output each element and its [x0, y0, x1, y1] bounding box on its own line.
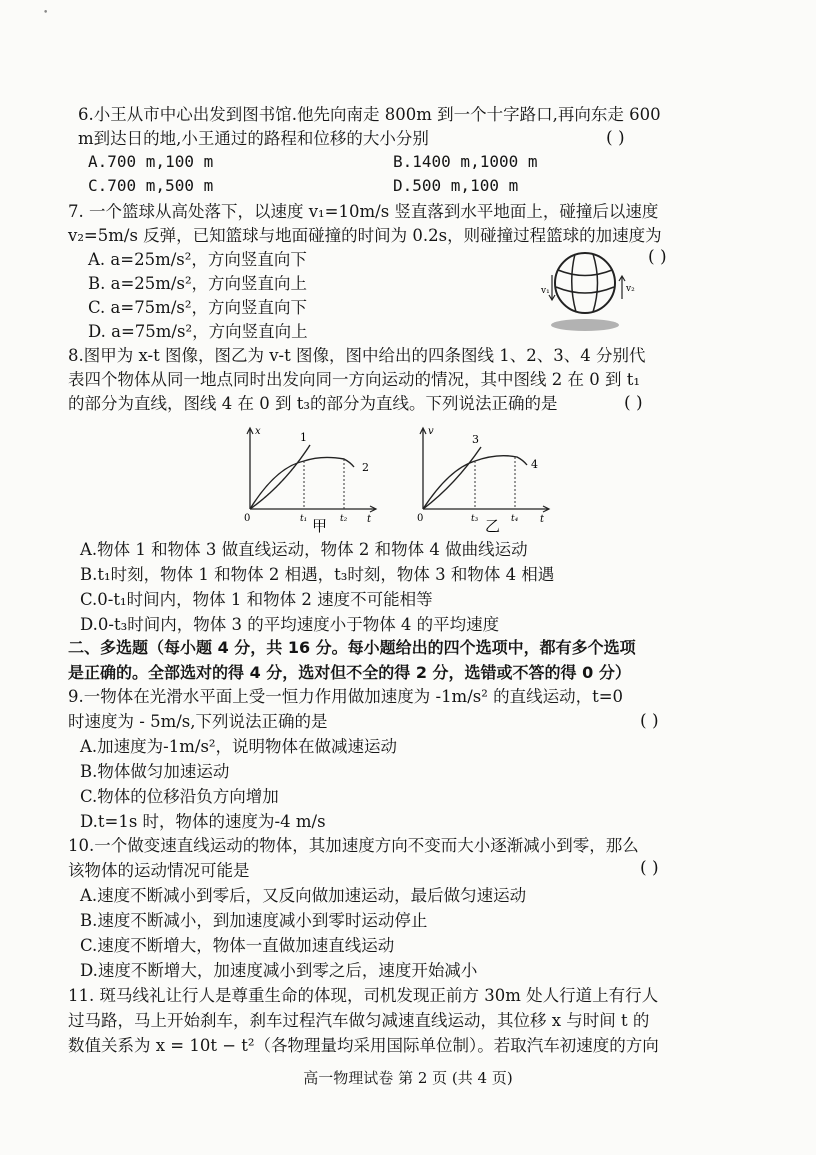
graph-jia-xt: [236, 423, 386, 535]
origin-label: 0: [244, 513, 251, 524]
t2-label: t₂: [340, 514, 348, 524]
q9-stem-line1: 9.一物体在光滑水平面上受一恒力作用做加速度为 -1m/s² 的直线运动，t=0: [68, 687, 624, 706]
q6-option-c: C.700 m,500 m: [88, 176, 214, 195]
q10-stem-line2: 该物体的运动情况可能是: [68, 861, 250, 880]
q8-answer-blank: ( ): [624, 393, 643, 413]
q10-option-b: B.速度不断减小，到加速度减小到零时运动停止: [80, 911, 428, 930]
v1-label: v₁: [541, 286, 550, 296]
q9-stem-line2: 时速度为 - 5m/s,下列说法正确的是: [68, 712, 328, 731]
q6-option-a: A.700 m,100 m: [88, 152, 214, 171]
q11-stem-line2: 过马路，马上开始刹车，刹车过程汽车做匀减速直线运动，其位移 x 与时间 t 的: [68, 1011, 650, 1030]
q9-option-b: B.物体做匀加速运动: [80, 762, 230, 781]
x-axis-label: t: [367, 514, 372, 525]
q7-answer-blank: ( ): [648, 247, 667, 267]
origin-label: 0: [417, 513, 424, 524]
t3-label: t₃: [471, 514, 479, 524]
q7-option-a: A. a=25m/s²，方向竖直向下: [88, 250, 307, 269]
graph-yi-caption: 乙: [485, 517, 501, 535]
q10-answer-blank: ( ): [640, 858, 659, 878]
curve-2-label: 2: [362, 461, 369, 474]
q8-stem-line2: 表四个物体从同一地点同时出发向同一方向运动的情况，其中图线 2 在 0 到 t₁: [68, 370, 640, 389]
q8-option-b: B.t₁时刻，物体 1 和物体 2 相遇，t₃时刻，物体 3 和物体 4 相遇: [80, 565, 555, 584]
q6-stem-line1: 6.小王从市中心出发到图书馆.他先向南走 800m 到一个十字路口,再向东走 600: [78, 105, 661, 124]
q8-stem-line3: 的部分为直线，图线 4 在 0 到 t₃的部分为直线。下列说法正确的是: [68, 394, 558, 413]
q11-stem-line3: 数值关系为 x = 10t − t²（各物理量均采用国际单位制）。若取汽车初速度的方向: [68, 1036, 659, 1055]
v2-label: v₂: [626, 284, 635, 294]
t4-label: t₄: [511, 514, 519, 524]
t1-label: t₁: [300, 514, 308, 524]
q8-option-d: D.0-t₃时间内，物体 3 的平均速度小于物体 4 的平均速度: [80, 615, 500, 634]
q7-option-d: D. a=75m/s²，方向竖直向上: [88, 322, 308, 341]
q9-option-d: D.t=1s 时，物体的速度为-4 m/s: [80, 812, 326, 831]
q10-option-d: D.速度不断增大，加速度减小到零之后，速度开始减小: [80, 961, 478, 980]
page-footer: 高一物理试卷 第 2 页 (共 4 页): [303, 1069, 513, 1087]
corner-mark: •: [43, 8, 49, 18]
q7-option-b: B. a=25m/s²，方向竖直向上: [88, 274, 308, 293]
ground-shadow: [551, 319, 619, 331]
q7-stem-line1: 7. 一个篮球从高处落下，以速度 v₁=10m/s 竖直落到水平地面上，碰撞后以速度: [68, 202, 659, 221]
curve-4-label: 4: [531, 458, 538, 471]
q10-option-c: C.速度不断增大，物体一直做加速直线运动: [80, 936, 395, 955]
curve-3: [423, 447, 481, 509]
q8-option-a: A.物体 1 和物体 3 做直线运动，物体 2 和物体 4 做曲线运动: [80, 540, 528, 559]
q8-stem-line1: 8.图甲为 x-t 图像，图乙为 v-t 图像，图中给出的四条图线 1、2、3、4 分别代: [68, 346, 646, 365]
basketball-figure: [530, 243, 640, 338]
curve-1-label: 1: [300, 431, 307, 444]
graph-jia-caption: 甲: [312, 517, 328, 535]
y-axis-label: v: [428, 426, 434, 437]
curve-3-label: 3: [472, 433, 479, 446]
q6-stem-line2: m到达日的地,小王通过的路程和位移的大小分别: [78, 129, 429, 148]
q9-answer-blank: ( ): [640, 711, 659, 731]
y-axis-label: x: [255, 426, 261, 437]
q6-option-d: D.500 m,100 m: [393, 176, 519, 195]
basketball-icon: [555, 253, 615, 313]
q7-option-c: C. a=75m/s²，方向竖直向下: [88, 298, 307, 317]
section2-heading-line2: 是正确的。全部选对的得 4 分，选对但不全的得 2 分，选错或不答的得 0 分）: [68, 663, 631, 682]
q7-stem-line2: v₂=5m/s 反弹，已知篮球与地面碰撞的时间为 0.2s，则碰撞过程篮球的加速度为: [68, 226, 662, 245]
q10-option-a: A.速度不断减小到零后，又反向做加速运动，最后做匀速运动: [80, 886, 527, 905]
q10-stem-line1: 10.一个做变速直线运动的物体，其加速度方向不变而大小逐渐减小到零，那么: [68, 836, 639, 855]
x-axis-label: t: [540, 514, 545, 525]
q6-option-b: B.1400 m,1000 m: [393, 152, 538, 171]
curve-1: [250, 445, 310, 509]
q11-stem-line1: 11. 斑马线礼让行人是尊重生命的体现，司机发现正前方 30m 处人行道上有行人: [68, 986, 659, 1005]
curve-2: [250, 457, 354, 509]
section2-heading-line1: 二、多选题（每小题 4 分，共 16 分。每小题给出的四个选项中，都有多个选项: [68, 638, 636, 657]
q8-option-c: C.0-t₁时间内，物体 1 和物体 2 速度不可能相等: [80, 590, 433, 609]
q6-answer-blank: ( ): [606, 128, 625, 148]
q9-option-a: A.加速度为-1m/s²，说明物体在做减速运动: [80, 737, 398, 756]
graph-yi-vt: [409, 423, 559, 535]
q9-option-c: C.物体的位移沿负方向增加: [80, 787, 279, 806]
